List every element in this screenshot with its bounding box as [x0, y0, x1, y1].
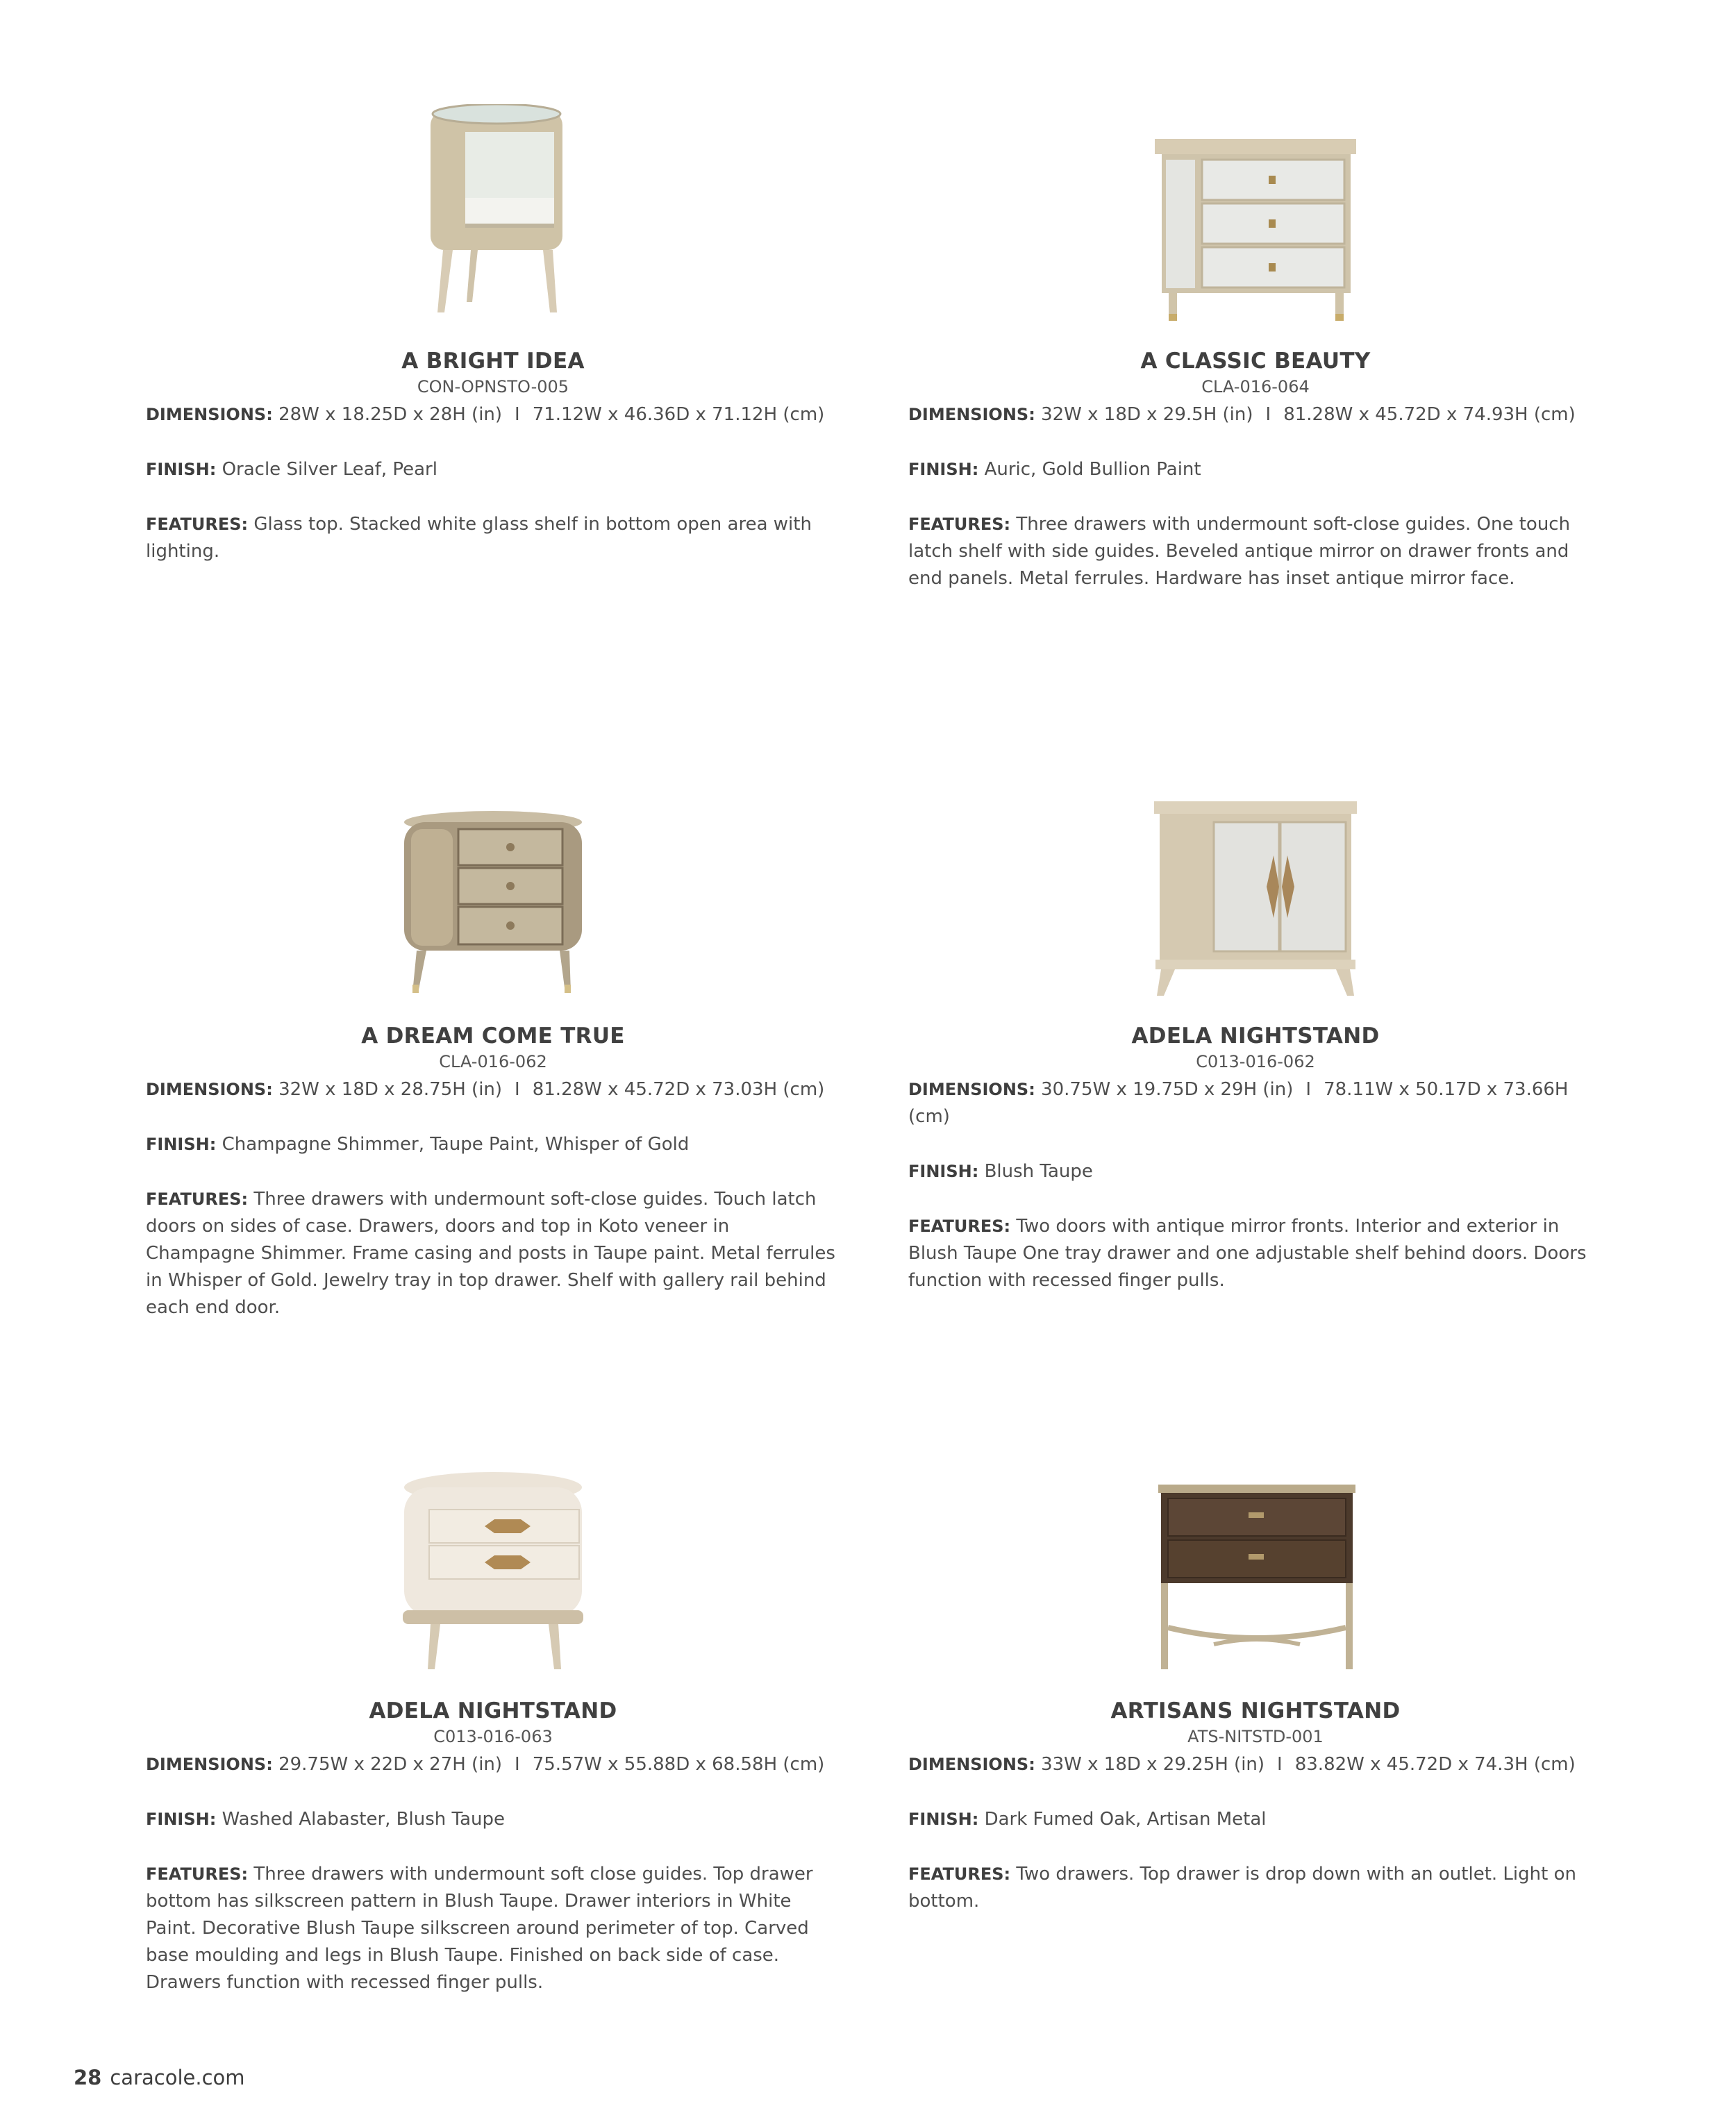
product-sku: CLA-016-064 — [1201, 377, 1310, 396]
product-finish: FINISH: Oracle Silver Leaf, Pearl — [146, 459, 437, 480]
product-dimensions: DIMENSIONS: 30.75W x 19.75D x 29H (in) I 78.11W x 50.17D x 73.66H (cm) — [908, 1079, 1569, 1127]
product-features: FEATURES: Glass top. Stacked white glass shelf in bottom open area with lighting. — [146, 514, 812, 562]
product-image — [908, 1447, 1603, 1676]
product-features: FEATURES: Three drawers with undermount soft close guides. Top drawer bottom has silkscreen pattern in Blush Taupe. Drawer interiors in White Paint. Decorative Blush Taupe silkscreen around perimeter of top. Carved base moulding and legs in Blush Taupe. Finished on back side of case. Drawers function with recessed finger pulls. — [146, 1864, 813, 1993]
product-image — [146, 97, 840, 326]
oval-drawer-nightstand-image — [389, 807, 597, 1001]
product-dimensions: DIMENSIONS: 32W x 18D x 29.5H (in) I 81.28W x 45.72D x 74.93H (cm) — [908, 404, 1576, 425]
product-card — [146, 772, 840, 1321]
product-finish: FINISH: Blush Taupe — [908, 1161, 1093, 1182]
product-image — [908, 97, 1603, 326]
product-dimensions: DIMENSIONS: 28W x 18.25D x 28H (in) I 71.12W x 46.36D x 71.12H (cm) — [146, 404, 825, 425]
product-sku: C013-016-063 — [433, 1727, 553, 1746]
product-features: FEATURES: Three drawers with undermount soft-close guides. Touch latch doors on sides of case. Drawers, doors and top in Koto veneer in Champagne Shimmer. Frame casing and posts in Taupe paint. Metal ferrules in Whisper of Gold. Jewelry tray in top drawer. Shelf with gallery rail behind each end door. — [146, 1189, 835, 1318]
product-image — [908, 772, 1603, 1001]
chest-nightstand-image — [1141, 125, 1370, 326]
product-title: ADELA NIGHTSTAND — [1131, 1024, 1380, 1049]
page-number: 28 — [74, 2066, 102, 2089]
product-image — [146, 772, 840, 1001]
product-sku: CLA-016-062 — [439, 1052, 547, 1071]
page-footer — [74, 2066, 245, 2089]
product-features: FEATURES: Two doors with antique mirror fronts. Interior and exterior in Blush Taupe One tray drawer and one adjustable shelf behind doors. Doors function with recessed finger pulls. — [908, 1216, 1587, 1291]
product-sku: CON-OPNSTO-005 — [417, 377, 569, 396]
product-image — [146, 1447, 840, 1676]
oval-alabaster-nightstand-image — [389, 1468, 597, 1676]
product-sku: ATS-NITSTD-001 — [1187, 1727, 1324, 1746]
product-card — [146, 97, 840, 565]
product-title: A BRIGHT IDEA — [401, 349, 585, 374]
product-finish: FINISH: Auric, Gold Bullion Paint — [908, 459, 1201, 480]
product-card — [908, 97, 1603, 592]
product-card — [908, 772, 1603, 1294]
two-door-nightstand-image — [1144, 793, 1367, 1001]
site-link[interactable]: caracole.com — [110, 2066, 245, 2089]
product-title: A CLASSIC BEAUTY — [1140, 349, 1371, 374]
product-features: FEATURES: Two drawers. Top drawer is drop down with an outlet. Light on bottom. — [908, 1864, 1576, 1912]
product-dimensions: DIMENSIONS: 33W x 18D x 29.25H (in) I 83.82W x 45.72D x 74.3H (cm) — [908, 1754, 1576, 1775]
product-features: FEATURES: Three drawers with undermount soft-close guides. One touch latch shelf with side guides. Beveled antique mirror on drawer fronts and end panels. Metal ferrules. Hardware has inset antique mirror face. — [908, 514, 1571, 589]
product-sku: C013-016-062 — [1196, 1052, 1315, 1071]
product-title: ARTISANS NIGHTSTAND — [1110, 1698, 1401, 1723]
product-card — [908, 1447, 1603, 1915]
product-card — [146, 1447, 840, 1996]
product-finish: FINISH: Champagne Shimmer, Taupe Paint, Whisper of Gold — [146, 1134, 690, 1155]
product-title: ADELA NIGHTSTAND — [369, 1698, 617, 1723]
product-dimensions: DIMENSIONS: 29.75W x 22D x 27H (in) I 75.57W x 55.88D x 68.58H (cm) — [146, 1754, 825, 1775]
product-finish: FINISH: Dark Fumed Oak, Artisan Metal — [908, 1809, 1267, 1830]
product-title: A DREAM COME TRUE — [361, 1024, 625, 1049]
product-dimensions: DIMENSIONS: 32W x 18D x 28.75H (in) I 81.28W x 45.72D x 73.03H (cm) — [146, 1079, 825, 1100]
dark-oak-nightstand-image — [1144, 1475, 1367, 1676]
product-finish: FINISH: Washed Alabaster, Blush Taupe — [146, 1809, 505, 1830]
oval-nightstand-image — [389, 104, 597, 326]
